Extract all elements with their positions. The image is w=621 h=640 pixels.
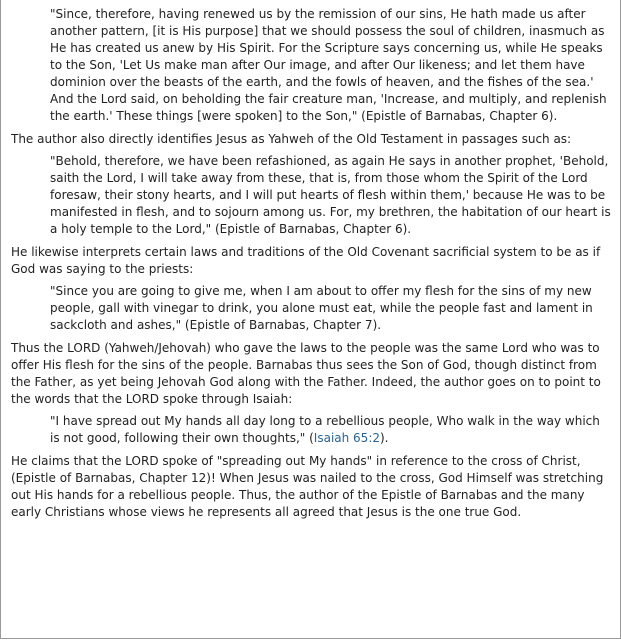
- isaiah-65-2-link[interactable]: Isaiah 65:2: [313, 431, 380, 445]
- quote-text: "Behold, therefore, we have been refashioned, as again He says in another prophet, 'Behold, saith the Lord, I will take away from these, that is, from those whom the Spirit of the Lord foresaw, their stony hearts, and I will put hearts of flesh within them,' because He was to be manifested in flesh, and to sojourn among us. For, my brethren, the habitation of our heart is a holy temple to the Lord," (Epistle of Barnabas, Chapter 6).: [50, 154, 611, 236]
- quote-isaiah: [50, 413, 611, 447]
- quote-barnabas-ch6-creation: [50, 6, 611, 125]
- paragraph-identifies-jesus: The author also directly identifies Jesus as Yahweh of the Old Testament in passages such as:: [11, 132, 572, 146]
- paragraph-lord-gave-laws: Thus the LORD (Yahweh/Jehovah) who gave the laws to the people was the same Lord who was to offer His flesh for the sins of the people. Barnabas thus sees the Son of God, though distinct from the Father, as yet being Jehovah God along with the Father. Indeed, the author goes on to point to the words that the LORD spoke through Isaiah:: [11, 341, 601, 406]
- quote-text: "Since, therefore, having renewed us by the remission of our sins, He hath made us after another pattern, [it is His purpose] that we should possess the soul of children, inasmuch as He has created us anew by His Spirit. For the Scripture says concerning us, while He speaks to the Son, 'Let Us make man after Our image, and after Our likeness; and let them have dominion over the beasts of the earth, and the fowls of heaven, and the fishes of the sea.' And the Lord said, on beholding the fair creature man, 'Increase, and multiply, and replenish the earth.' These things [were spoken] to the Son," (Epistle of Barnabas, Chapter 6).: [50, 7, 607, 123]
- paragraph-spreading-hands: He claims that the LORD spoke of "spreading out My hands" in reference to the cross of Christ, (Epistle of Barnabas, Chapter 12)! When Jesus was nailed to the cross, God Himself was stretching out His hands for a rebellious people. Thus, the author of the Epistle of Barnabas and the many early Christians whose views he represents all agreed that Jesus is the one true God.: [11, 454, 604, 519]
- quote-barnabas-ch7: [50, 283, 611, 334]
- quote-text-before: "I have spread out My hands all day long to a rebellious people, Who walk in the way which is not good, following their own thoughts," (: [50, 414, 600, 445]
- article-body: [11, 6, 611, 526]
- quote-text-after: ).: [380, 431, 389, 445]
- quote-barnabas-ch6-refashioned: [50, 153, 611, 238]
- quote-text: "Since you are going to give me, when I am about to offer my flesh for the sins of my new people, gall with vinegar to drink, you alone must eat, while the people fast and lament in sackcloth and ashes," (Epistle of Barnabas, Chapter 7).: [50, 284, 593, 332]
- paragraph-laws-traditions: He likewise interprets certain laws and traditions of the Old Covenant sacrificial system to be as if God was saying to the priests:: [11, 245, 601, 276]
